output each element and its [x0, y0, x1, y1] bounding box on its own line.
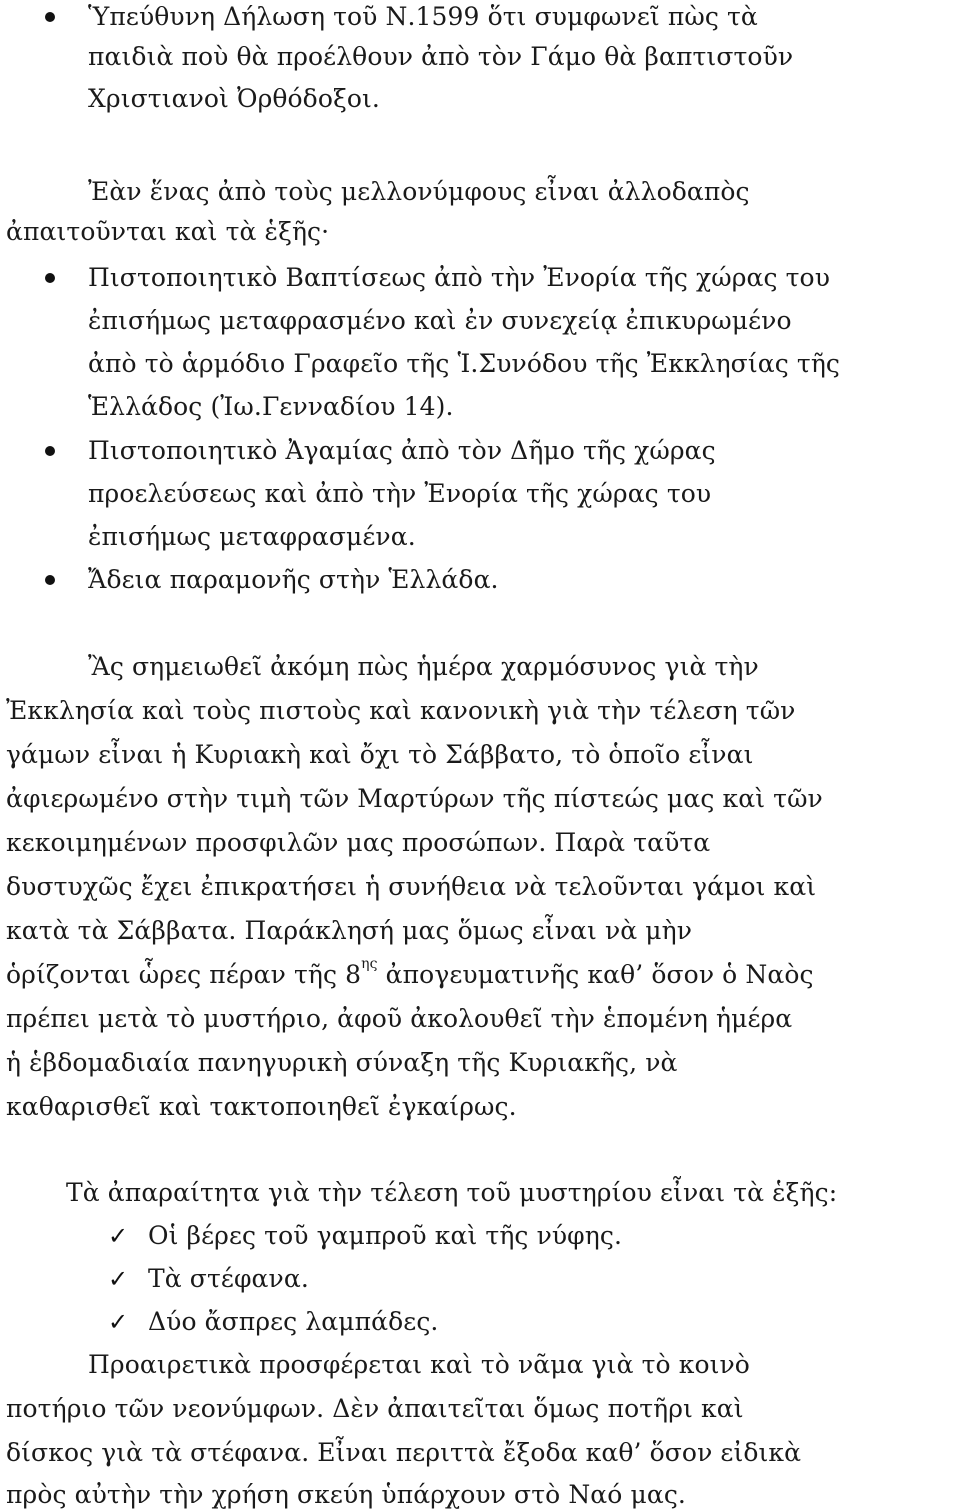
check-mark-icon: ✓ [108, 1308, 129, 1336]
paragraph-line [6, 1092, 517, 1122]
text-line-content: ἡ ἑβδομαδιαία πανηγυρικὴ σύναξη τῆς Κυριακῆς, νὰ [6, 1048, 678, 1077]
text-line-content: ὁρίζονται ὧρες πέραν τῆς 8 [6, 960, 362, 989]
text-line [88, 565, 499, 595]
text-line-content: καθαρισθεῖ καὶ τακτοποιηθεῖ ἐγκαίρως. [6, 1092, 517, 1121]
text-line-content: γάμων εἶναι ἡ Κυριακὴ καὶ ὄχι τὸ Σάββατο, τὸ ὁποῖο εἶναι [6, 740, 754, 769]
text-line [88, 42, 954, 72]
required-item [148, 1307, 438, 1337]
paragraph-line [6, 916, 692, 946]
text-line-content: Πιστοποιητικὸ Βαπτίσεως ἀπὸ τὴν Ἐνορία τῆς χώρας του [88, 263, 831, 292]
text-line-content: ἀφιερωμένο στὴν τιμὴ τῶν Μαρτύρων τῆς πίστεώς μας καὶ τῶν [6, 784, 823, 813]
paragraph-line [6, 696, 795, 726]
text-line-content: Ὑπεύθυνη Δήλωση τοῦ Ν.1599 ὅτι συμφωνεῖ πὼς τὰ [88, 2, 758, 31]
text-line-content: Ἂς σημειωθεῖ ἀκόμη πὼς ἡμέρα χαρμόσυνος γιὰ τὴν [88, 652, 759, 681]
text-line-content: δίσκος γιὰ τὰ στέφανα. Εἶναι περιττὰ ἔξοδα καθ’ ὅσον εἰδικὰ [6, 1438, 802, 1467]
text-line-content: δυστυχῶς ἔχει ἐπικρατήσει ἡ συνήθεια νὰ τελοῦνται γάμοι καὶ [6, 872, 817, 901]
text-line-content: Πιστοποιητικὸ Ἀγαμίας ἀπὸ τὸν Δῆμο τῆς χώρας [88, 436, 716, 465]
text-line-content: ἐπισήμως μεταφρασμένο καὶ ἐν συνεχείᾳ ἐπικυρωμένο [88, 306, 792, 335]
text-line-content: Χριστιανοὶ Ὀρθόδοξοι. [88, 84, 380, 113]
paragraph-line [6, 217, 329, 247]
paragraph-line [88, 652, 759, 682]
text-line-content: ποτήριο τῶν νεονύμφων. Δὲν ἀπαιτεῖται ὅμως ποτῆρι καὶ [6, 1394, 744, 1423]
bullet-dot-icon [45, 12, 55, 22]
paragraph-line [6, 740, 753, 770]
text-line-content: Οἱ βέρες τοῦ γαμπροῦ καὶ τῆς νύφης. [148, 1221, 623, 1250]
text-line [88, 84, 380, 114]
text-line-content: Τὰ στέφανα. [148, 1264, 309, 1293]
text-line-content: κεκοιμημένων προσφιλῶν μας προσώπων. Παρὰ ταῦτα [6, 828, 711, 857]
paragraph-line [6, 1480, 686, 1510]
text-line [88, 2, 954, 32]
paragraph-line [6, 784, 823, 814]
text-line-content: Δύο ἄσπρες λαμπάδες. [148, 1307, 439, 1336]
text-line-content: ἀπογευματινῆς καθ’ ὅσον ὁ Ναὸς [377, 960, 814, 989]
required-item [148, 1264, 309, 1294]
paragraph-line [6, 872, 816, 902]
required-item [148, 1221, 622, 1251]
text-line-content: πρέπει μετὰ τὸ μυστήριο, ἀφοῦ ἀκολουθεῖ τὴν ἑπομένη ἡμέρα [6, 1004, 793, 1033]
text-line-content: ἐπισήμως μεταφρασμένα. [88, 522, 416, 551]
paragraph-line [6, 955, 814, 990]
text-line [88, 392, 454, 422]
text-line-content: ἀπὸ τὸ ἁρμόδιο Γραφεῖο τῆς Ἱ.Συνόδου τῆς Ἐκκλησίας τῆς [88, 349, 840, 378]
paragraph-line [6, 1048, 678, 1078]
paragraph-line [6, 1004, 792, 1034]
text-line-content: Ἐὰν ἕνας ἀπὸ τοὺς μελλονύμφους εἶναι ἀλλοδαπὸς [88, 177, 750, 206]
text-line [88, 263, 830, 293]
paragraph-line [6, 828, 710, 858]
text-line-content: Ἐκκλησία καὶ τοὺς πιστοὺς καὶ κανονικὴ γιὰ τὴν τέλεση τῶν [6, 696, 796, 725]
required-heading [66, 1178, 837, 1208]
text-line-content: πρὸς αὐτὴν τὴν χρήση σκεύη ὑπάρχουν στὸ Ναό μας. [6, 1480, 686, 1509]
text-line-content: ἀπαιτοῦνται καὶ τὰ ἑξῆς· [6, 217, 330, 246]
paragraph-line [6, 1394, 744, 1424]
text-line-content: παιδιὰ ποὺ θὰ προέλθουν ἀπὸ τὸν Γάμο θὰ βαπτιστοῦν [88, 42, 794, 71]
text-line-content: Προαιρετικὰ προσφέρεται καὶ τὸ νᾶμα γιὰ τὸ κοινὸ [88, 1350, 750, 1379]
text-line [88, 522, 416, 552]
text-line-content: Ἑλλάδος (Ἰω.Γενναδίου 14). [88, 392, 454, 421]
text-line [88, 479, 711, 509]
bullet-dot-icon [45, 273, 55, 283]
ordinal-superscript: ης [361, 955, 378, 972]
paragraph-line [88, 177, 954, 207]
paragraph-line [6, 1438, 801, 1468]
text-line [88, 349, 840, 379]
text-line-content: Ἄδεια παραμονῆς στὴν Ἑλλάδα. [88, 565, 499, 594]
paragraph-line [88, 1350, 750, 1380]
text-line-content: Τὰ ἀπαραίτητα γιὰ τὴν τέλεση τοῦ μυστηρίου εἶναι τὰ ἑξῆς: [66, 1178, 838, 1207]
text-line-content: κατὰ τὰ Σάββατα. Παράκλησή μας ὅμως εἶναι νὰ μὴν [6, 916, 693, 945]
check-mark-icon: ✓ [108, 1265, 129, 1293]
check-mark-icon: ✓ [108, 1222, 129, 1250]
bullet-dot-icon [45, 446, 55, 456]
text-line [88, 306, 792, 336]
text-line [88, 436, 716, 466]
bullet-dot-icon [45, 575, 55, 585]
text-line-content: προελεύσεως καὶ ἀπὸ τὴν Ἐνορία τῆς χώρας του [88, 479, 712, 508]
